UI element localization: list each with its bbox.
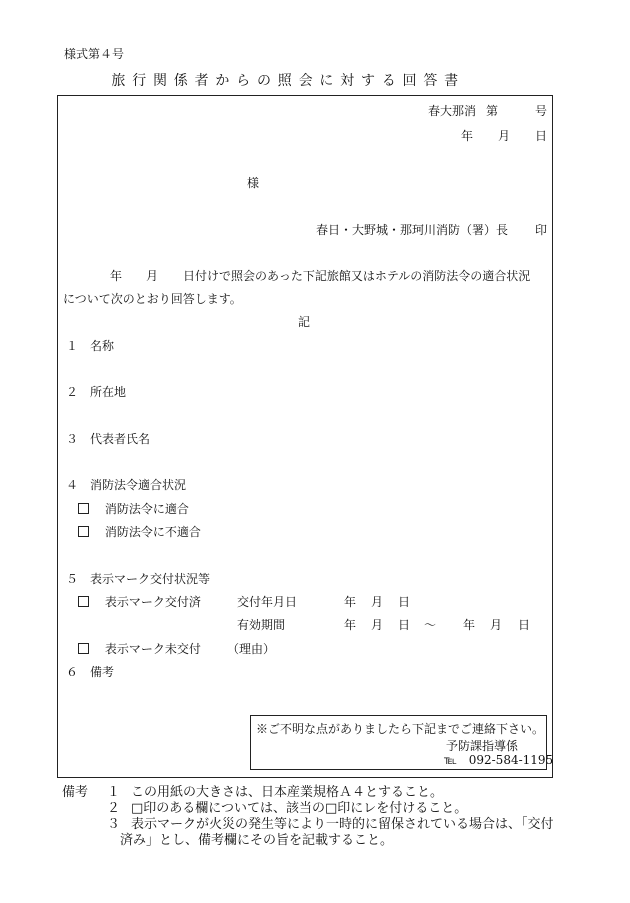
- note-2: □印のある欄については、該当の□印にレを付けること。: [131, 801, 468, 816]
- item-representative-label: 代表者氏名: [90, 432, 151, 446]
- seal-mark: 印: [535, 223, 548, 237]
- tel-number: 092-584-1195: [468, 753, 554, 767]
- title-character: 会: [298, 73, 313, 89]
- title-character: に: [319, 73, 334, 89]
- issue-date-label: 交付年月日: [237, 595, 298, 609]
- mark-not-issued-label: 表示マーク未交付: [104, 642, 201, 656]
- title-character: 回: [402, 73, 417, 89]
- notes-heading: 備考: [62, 785, 89, 800]
- date-month: 月: [371, 595, 384, 609]
- header-day: 日: [535, 129, 548, 143]
- tilde-separator: 〜: [424, 618, 437, 632]
- validity-label: 有効期間: [237, 618, 286, 632]
- note-1: この用紙の大きさは、日本産業規格Ａ４とすること。: [131, 785, 444, 800]
- header-month: 月: [498, 129, 511, 143]
- item-number: ３: [66, 432, 79, 446]
- title-character: 者: [194, 73, 209, 89]
- title-character: か: [215, 73, 230, 89]
- form-number: 様式第４号: [64, 47, 125, 61]
- item-number: ５: [66, 572, 79, 586]
- item-compliance-label: 消防法令適合状況: [90, 478, 187, 492]
- item-number: ４: [66, 478, 79, 492]
- item-mark-status-label: 表示マーク交付状況等: [90, 572, 211, 586]
- title-character: 書: [444, 73, 459, 89]
- title-character: 係: [173, 73, 188, 89]
- item-name-label: 名称: [90, 339, 115, 353]
- gou-label: 号: [535, 104, 548, 118]
- header-year: 年: [461, 129, 474, 143]
- issuer-name: 春日・大野城・那珂川消防（署）長: [316, 223, 509, 237]
- title-character: 関: [152, 73, 167, 89]
- body-year: 年: [110, 269, 123, 283]
- dai-label: 第: [486, 104, 499, 118]
- contact-department: 予防課指導係: [446, 739, 519, 753]
- body-month: 月: [146, 269, 159, 283]
- note-number: ３: [107, 817, 121, 832]
- body-line2: について次のとおり回答します。: [63, 292, 242, 306]
- addressee-suffix: 様: [247, 176, 260, 190]
- document-title: [108, 70, 462, 90]
- noncompliant-label: 消防法令に不適合: [104, 525, 201, 539]
- noncompliant-checkbox[interactable]: [78, 526, 89, 537]
- item-address-label: 所在地: [90, 385, 127, 399]
- date-day: 日: [398, 618, 411, 632]
- note-3-line1: 表示マークが火災の発生等により一時的に留保されている場合は、「交付: [131, 817, 554, 832]
- title-character: す: [360, 73, 375, 89]
- title-character: 対: [340, 73, 355, 89]
- date-year: 年: [344, 595, 357, 609]
- tel-symbol: ℡: [444, 753, 457, 767]
- item-number: １: [66, 339, 79, 353]
- body-line1: 日付けで照会のあった下記旅館又はホテルの消防法令の適合状況: [183, 269, 531, 283]
- contact-phone: [444, 753, 553, 767]
- office-code: 春大那消: [428, 104, 477, 118]
- note-3-line2: 済み」とし、備考欄にその旨を記載すること。: [120, 833, 394, 848]
- date-year: 年: [344, 618, 357, 632]
- title-character: 旅: [111, 73, 126, 89]
- date-day: 日: [398, 595, 411, 609]
- noncompliant-option[interactable]: [78, 523, 201, 540]
- compliant-label: 消防法令に適合: [104, 502, 189, 516]
- mark-issued-option[interactable]: [78, 593, 201, 610]
- reason-label: （理由）: [227, 642, 276, 656]
- note-number: ２: [107, 801, 121, 816]
- item-number: ６: [66, 665, 79, 679]
- item-remarks-label: 備考: [90, 665, 115, 679]
- title-character: る: [381, 73, 396, 89]
- date-month: 月: [490, 618, 503, 632]
- mark-not-issued-checkbox[interactable]: [78, 643, 89, 654]
- compliant-checkbox[interactable]: [78, 503, 89, 514]
- title-character: 行: [132, 73, 147, 89]
- ki-label: 記: [298, 315, 311, 329]
- title-character: の: [256, 73, 271, 89]
- date-year: 年: [463, 618, 476, 632]
- mark-issued-label: 表示マーク交付済: [104, 595, 201, 609]
- title-character: 答: [423, 73, 438, 89]
- item-number: ２: [66, 385, 79, 399]
- title-character: 照: [277, 73, 292, 89]
- note-number: １: [107, 785, 121, 800]
- mark-not-issued-option[interactable]: [78, 640, 201, 657]
- compliant-option[interactable]: [78, 500, 189, 517]
- date-month: 月: [371, 618, 384, 632]
- contact-notice: ※ご不明な点がありましたら下記までご連絡下さい。: [256, 722, 545, 736]
- mark-issued-checkbox[interactable]: [78, 596, 89, 607]
- title-character: ら: [236, 73, 251, 89]
- date-day: 日: [518, 618, 531, 632]
